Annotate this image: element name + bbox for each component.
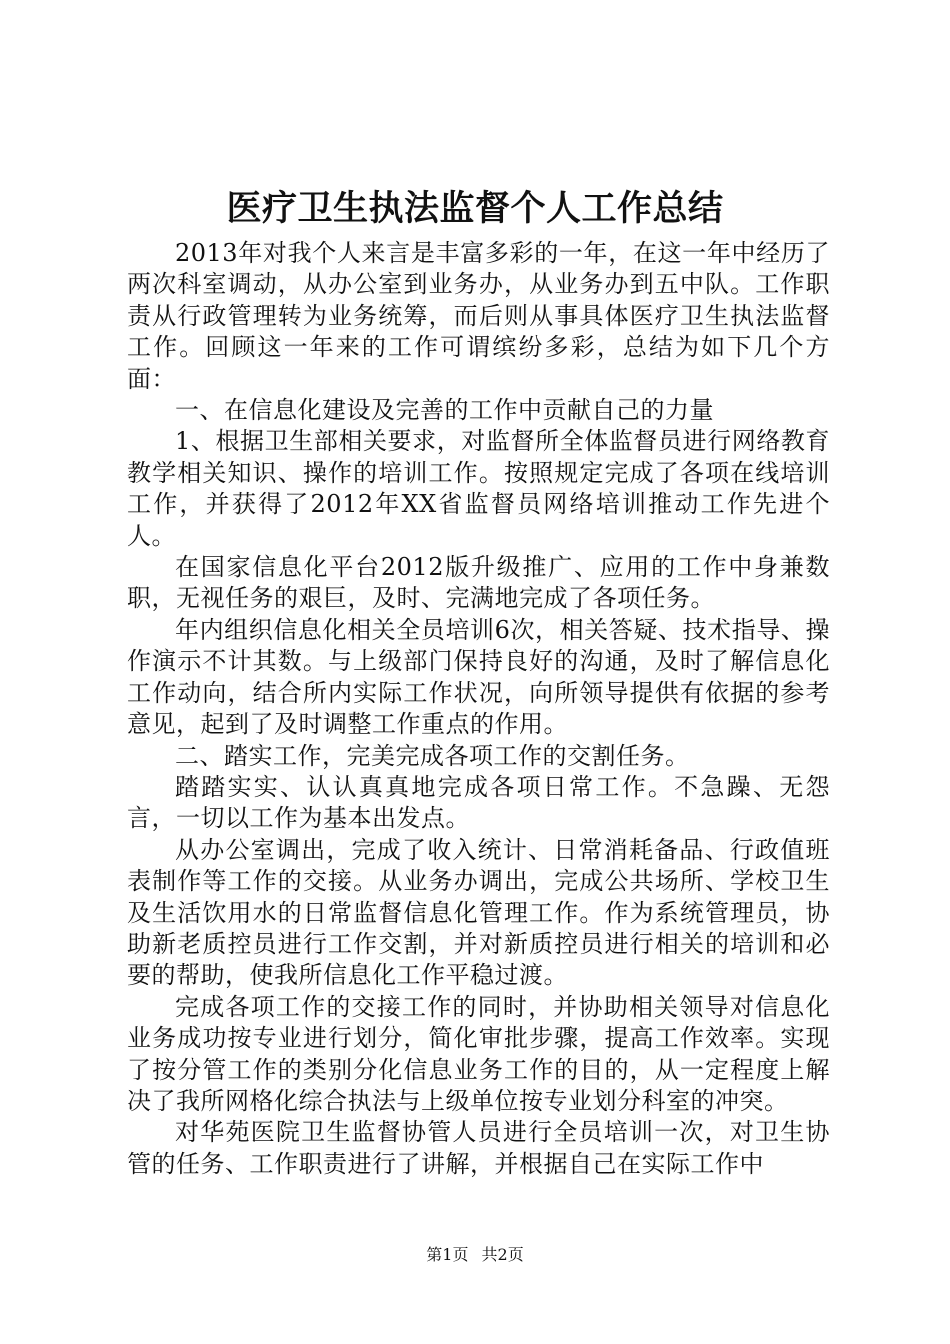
paragraph: 1、根据卫生部相关要求，对监督所全体监督员进行网络教育教学相关知识、操作的培训工作。按照规定完成了各项在线培训工作，并获得了2012年XX省监督员网络培训推动工作先进个人。 <box>127 427 830 550</box>
page-total: 共2页 <box>481 1245 524 1264</box>
paragraph: 对华苑医院卫生监督协管人员进行全员培训一次，对卫生协管的任务、工作职责进行了讲解，并根据自己在实际工作中 <box>127 1118 830 1178</box>
section-heading: 二、踏实工作，完美完成各项工作的交割任务。 <box>175 741 690 770</box>
document-body <box>127 238 830 1180</box>
page-footer <box>0 1245 950 1265</box>
page-number: 第1页 <box>426 1245 469 1264</box>
paragraph: 在国家信息化平台2012版升级推广、应用的工作中身兼数职，无视任务的艰巨，及时、完满地完成了各项任务。 <box>127 553 830 613</box>
section-heading: 一、在信息化建设及完善的工作中贡献自己的力量 <box>175 396 714 425</box>
paragraph: 年内组织信息化相关全员培训6次，相关答疑、技术指导、操作演示不计其数。与上级部门保持良好的沟通，及时了解信息化工作动向，结合所内实际工作状况，向所领导提供有依据的参考意见，起到了及时调整工作重点的作用。 <box>127 615 830 739</box>
paragraph: 2013年对我个人来言是丰富多彩的一年，在这一年中经历了两次科室调动，从办公室到业务办，从业务办到五中队。工作职责从行政管理转为业务统筹，而后则从事具体医疗卫生执法监督工作。回顾这一年来的工作可谓缤纷多彩，总结为如下几个方面： <box>127 239 830 393</box>
paragraph: 踏踏实实、认认真真地完成各项日常工作。不急躁、无怨言，一切以工作为基本出发点。 <box>127 772 830 833</box>
paragraph: 完成各项工作的交接工作的同时，并协助相关领导对信息化业务成功按专业进行划分，简化审批步骤，提高工作效率。实现了按分管工作的类别分化信息业务工作的目的，从一定程度上解决了我所网格化综合执法与上级单位按专业划分科室的冲突。 <box>127 992 830 1115</box>
page-title: 医疗卫生执法监督个人工作总结 <box>226 188 724 229</box>
paragraph: 从办公室调出，完成了收入统计、日常消耗备品、行政值班表制作等工作的交接。从业务办调出，完成公共场所、学校卫生及生活饮用水的日常监督信息化管理工作。作为系统管理员，协助新老质控员进行工作交割，并对新质控员进行相关的培训和必要的帮助，使我所信息化工作平稳过渡。 <box>127 835 830 990</box>
